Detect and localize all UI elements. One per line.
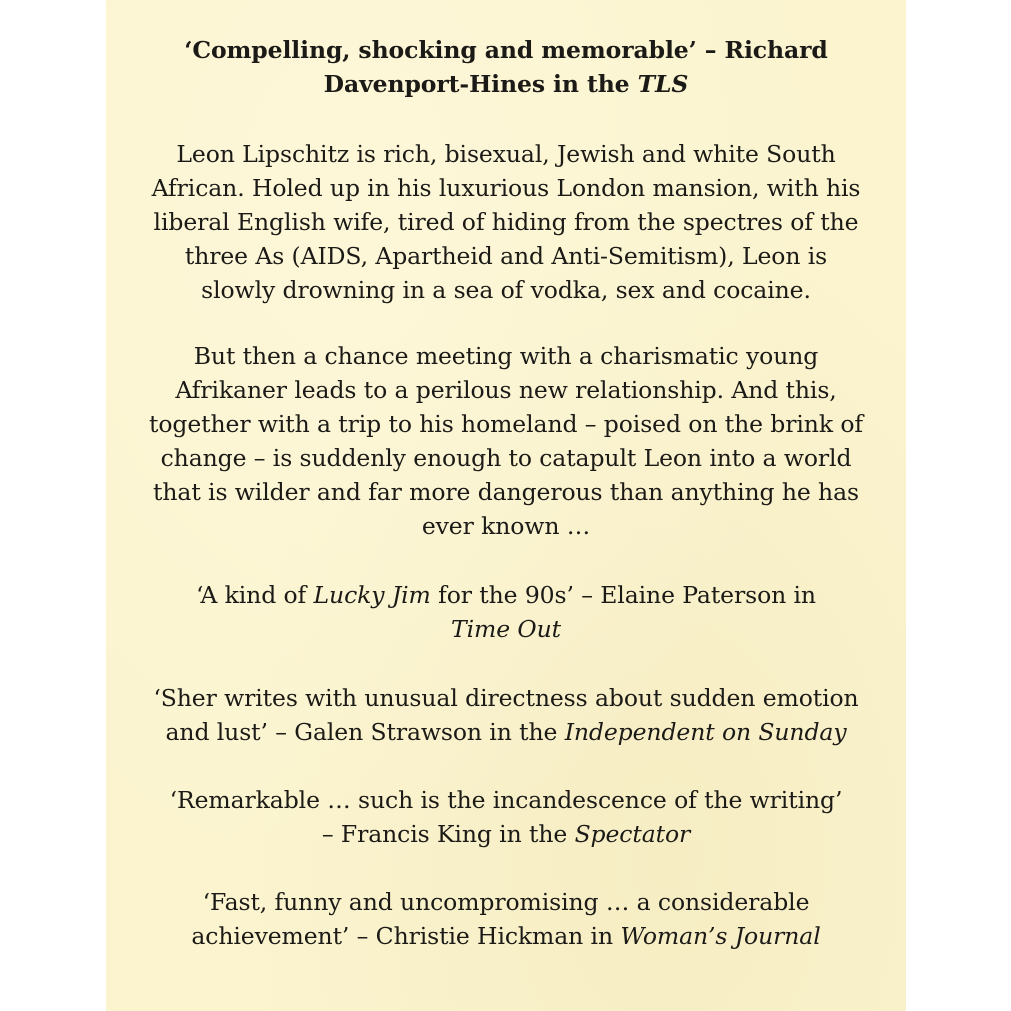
synopsis-line: liberal English wife, tired of hiding from the spectres of the [153, 208, 859, 236]
review-quote-time-out [106, 578, 906, 646]
review-quote-line-1: ‘Fast, funny and uncompromising … a considerable [202, 888, 810, 916]
review-quote-attribution: and lust’ – Galen Strawson in the [165, 718, 565, 746]
review-quote-line-1: ‘Sher writes with unusual directness about sudden emotion [153, 684, 859, 712]
headline-quote [106, 33, 906, 101]
review-quote-attribution: – Francis King in the [321, 820, 575, 848]
synopsis-line: African. Holed up in his luxurious London mansion, with his [151, 174, 861, 202]
review-quote-line-2 [106, 817, 906, 851]
review-quote-spectator [106, 783, 906, 851]
review-quote-line-2 [106, 919, 906, 953]
review-quote-womans-journal [106, 885, 906, 953]
review-quote-attribution: achievement’ – Christie Hickman in [191, 922, 621, 950]
review-quote-publication: Spectator [574, 820, 691, 848]
review-quote-line-2 [106, 715, 906, 749]
synopsis-line: But then a chance meeting with a charismatic young [193, 342, 819, 370]
synopsis-line: together with a trip to his homeland – poised on the brink of [149, 410, 863, 438]
review-quote-line-1: ‘Remarkable … such is the incandescence of the writing’ [169, 786, 843, 814]
headline-quote-line-2 [106, 67, 906, 101]
synopsis-line: ever known … [421, 512, 591, 540]
review-quote-text: ‘A kind of [196, 581, 314, 609]
review-quote-line-1 [106, 578, 906, 612]
synopsis-paragraph-2 [106, 339, 906, 543]
synopsis-line: that is wilder and far more dangerous than anything he has [153, 478, 859, 506]
headline-quote-line-1: ‘Compelling, shocking and memorable’ – Richard [184, 36, 828, 64]
synopsis-line: change – is suddenly enough to catapult Leon into a world [160, 444, 852, 472]
headline-quote-publication: TLS [637, 70, 689, 98]
synopsis-paragraph-1 [106, 137, 906, 307]
review-quote-publication: Independent on Sunday [564, 718, 847, 746]
synopsis-line: three As (AIDS, Apartheid and Anti-Semitism), Leon is [184, 242, 828, 270]
review-quote-attribution: for the 90s’ – Elaine Paterson in [430, 581, 816, 609]
headline-quote-attribution: Davenport-Hines in the [323, 70, 638, 98]
synopsis-line: Leon Lipschitz is rich, bisexual, Jewish and white South [176, 140, 836, 168]
review-quote-publication: Time Out [451, 615, 561, 643]
synopsis-line: slowly drowning in a sea of vodka, sex and cocaine. [201, 276, 811, 304]
review-quote-independent [106, 681, 906, 749]
review-quote-publication: Woman’s Journal [620, 922, 821, 950]
synopsis-line: Afrikaner leads to a perilous new relationship. And this, [175, 376, 837, 404]
book-title-reference: Lucky Jim [313, 581, 431, 609]
book-back-cover [106, 0, 906, 1011]
